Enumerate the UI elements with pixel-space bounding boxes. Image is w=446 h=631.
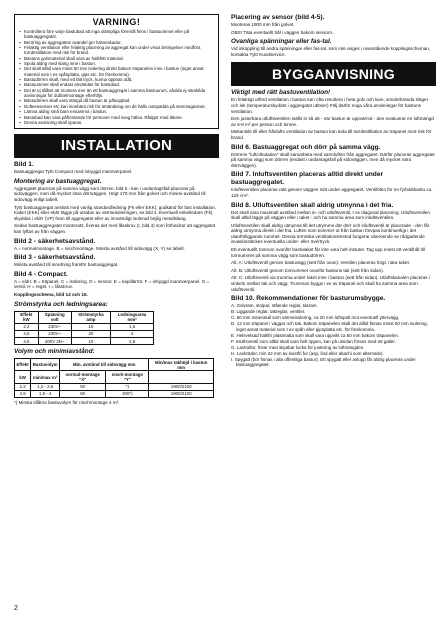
table-cell: 2,2 bbox=[15, 383, 31, 390]
bild4-heading: Bild 4 - Compact. bbox=[14, 270, 68, 278]
table-cell: 4,5 bbox=[15, 338, 39, 345]
current-table bbox=[14, 311, 154, 346]
table-cell: 10 bbox=[71, 323, 111, 330]
table-cell: 1,5 - 4 bbox=[31, 390, 60, 397]
ventilation-paragraph: Den justerbara utluftsventilen ställs in så att - när bastun är uppvärmd - den evakuerar en luftmängd av 6-8 m³ per person och timme. bbox=[231, 116, 434, 127]
table-cell: 4,5 bbox=[15, 390, 31, 397]
table-header: min/max m³ bbox=[31, 371, 60, 383]
right-column bbox=[231, 14, 436, 368]
alt-a-text: Alt. A: Utluftsventil genom bastuvägg (sett från ovan). Ventilen placeras högt, nära taket. bbox=[231, 260, 411, 266]
bild10-heading: Bild 10. Rekommendationer för basturumsbygge. bbox=[231, 295, 386, 303]
table-header: Min. avstånd till sidovägg mm bbox=[60, 359, 149, 371]
bild2-heading: Bild 2 - säkerhetsavstånd. bbox=[14, 237, 96, 245]
warning-list bbox=[19, 29, 214, 125]
table-header-row bbox=[15, 371, 214, 383]
left-column bbox=[14, 14, 219, 408]
table-header bbox=[149, 371, 214, 383]
table-cell: 2,2 bbox=[15, 323, 39, 330]
table1-title: Strömstyrka och ledningsarea: bbox=[14, 300, 108, 308]
bild8-paragraph: Det skall vara maximalt avstånd mellan in- och utluftsventil, t ex diagonal placering. Utluftsventilen skall alltid läggs på väggen eller i taket - och ha samma area som inluftsventilen. bbox=[231, 209, 430, 221]
table-cell: 230V~ bbox=[38, 330, 71, 337]
list-item: E. Helsvetsad halkfri plastmatta som skall vara uppvikt ca 50 mm bakom träpanelen. bbox=[231, 332, 400, 338]
table-header: Min/max takhöjd i bastun mm bbox=[149, 359, 214, 371]
montering-paragraph: Aggregatet placeras på samma vägg som dörren, bild 6 - kan i undantagsfall placeras på sidoväggen, men då mycket nära dörrväggen. Högt 170 mm från golvet och minimi-avstånd till sidovägg enligt tabell. bbox=[14, 185, 206, 202]
table-header-row bbox=[15, 311, 154, 323]
list-item: I. Spygatt (bör finnas i alla offentliga bastur). Ett spygatt eller avlopp får aldrig placeras under bastuaggregatet. bbox=[231, 356, 416, 368]
bild1-text: Bastuaggregat Tylö Compact med inbyggd manöverpanel. bbox=[14, 169, 133, 175]
table-cell: 1900/2100 bbox=[149, 383, 214, 390]
voltage-text: Vid inkoppling till andra spänningar eller fas-tal, som inte anges i ovanstående kopplingsscheman, kontakta Tylö Kundservice. bbox=[231, 46, 431, 57]
installation-banner: INSTALLATION bbox=[14, 134, 219, 158]
table-header: Strömstyrka amp bbox=[71, 311, 111, 323]
recommendation-list bbox=[231, 303, 436, 368]
table-header: Ledningsarea mm² bbox=[111, 311, 154, 323]
table-row bbox=[15, 383, 214, 390]
warning-item: ▪ Denna anvisning skall sparas. bbox=[19, 120, 214, 125]
table-cell: 50 bbox=[60, 390, 106, 397]
table-header: Effekt bbox=[15, 359, 31, 371]
montering-paragraph: Tylö bastuaggregat ansluts med vanlig standardledning (Fk eller EKK), godkänd för fast installation. Kabel (EKK) eller eldrr läggs på utsidan av värmeisoleringen, se bild 4. Eventuell enkelledare (Fk) skyddas i eldrr (VP) fram till aggregatet eller av innvändigt isolerad böjlig metallslang. bbox=[14, 204, 216, 221]
table-header: nisch-montage "Y" bbox=[106, 371, 149, 383]
list-item: B. Liggande reglar, takreglar, ventiler. bbox=[231, 309, 306, 315]
table-cell: 50 bbox=[60, 383, 106, 390]
bild3-text: Minsta avstånd till inredning framför bastuaggregat. bbox=[14, 262, 119, 268]
table-cell: 400V 2N~ bbox=[38, 338, 71, 345]
sensor-text: OBS! Täta eventuellt hål i väggen bakom sensorn. bbox=[231, 29, 334, 35]
warning-item: ▪ Lämna aldrig små barn ensamma i bastun. bbox=[19, 109, 214, 114]
table-header: normal-montage "X" bbox=[60, 371, 106, 383]
table-cell: 1,2 - 2,5 bbox=[31, 383, 60, 390]
table-cell: 20 bbox=[71, 330, 111, 337]
list-item: F. Inluftsventil som alltid skall vara helt öppen, kan på utsidan förses med ett galler. bbox=[231, 338, 396, 344]
warning-item: ▪ Det skall alltid vara minst 50 mm isolering direkt bakom träpanelen inne i bastun (inget annat material som t ex spånplatta, gips etc. för förekomma). bbox=[19, 66, 214, 77]
bild7-heading: Bild 7. Inluftsventilen placeras alltid direkt under bastuaggregatet. bbox=[231, 171, 384, 187]
bild6-text: Dörrens "luftcirkulation" skall samarbeta med varmluften från aggregatet. Därför placeras aggregatet på samma vägg som dörren (endast i undantagsfall på sidoväggen, men då mycket nära dörrväggen). bbox=[231, 151, 435, 168]
table-header-row bbox=[15, 359, 214, 371]
table-header: kW bbox=[15, 371, 31, 383]
bild1-heading: Bild 1. bbox=[14, 161, 34, 169]
warning-item: ▪ Kontrollera före varje bastubad att inga olämpliga föremål finns i bastuummet eller på bastuaggregatet. bbox=[19, 29, 214, 40]
bild8-paragraph: Ett eventuellt tomrum ovanför bastutaket får inte vara helt instutet. Tag upp minst ett ventilhål till tomrummet på samma vägg som bastudörren. bbox=[231, 247, 425, 258]
table-cell: 230V~ bbox=[38, 323, 71, 330]
list-item: A. Golvram, stolpar, stående reglar, takram. bbox=[231, 303, 318, 309]
table-cell: 1,5 bbox=[111, 338, 154, 345]
list-item: D. 12 mm träpanel i väggar och tak. Bakom träpanelen skall det alltid finnas minst 50 mm isolering, inget annat material som t ex spån eller gipsplatta etc. för förekomma. bbox=[231, 321, 428, 332]
bild6-heading: Bild 6. Bastuaggregat och dörr på samma vägg. bbox=[231, 143, 381, 151]
bild3-heading: Bild 3 - säkerhetsavstånd. bbox=[14, 254, 96, 262]
table-row bbox=[15, 390, 214, 397]
warning-item: ▪ Felaktig ventilation eller felaktig placering av aggregat kan under vissa betingelser medföra torrdestillation med risk för brand. bbox=[19, 45, 214, 56]
ventilation-paragraph: En felaktigt utförd ventilation i bastun kan ofta resultera i heta golv och lave, sönderbrända släger och lek (temperaturskyddet i aggregatet utlöser) Följ därför noga våra anvisningar för bastuns ventilation. bbox=[231, 97, 429, 114]
bild4-text: A = eldrr. B = träpanel. C = isolering. D = sensor. E = kapillärrör. F = inbyggd manöverpanel. G = ventil. H = regel. I = låsskruv. bbox=[14, 278, 210, 290]
table-header: Spänning volt bbox=[38, 311, 71, 323]
warning-item: ▪ Bastudörren skall vara stängd då bastun är påkopplad. bbox=[19, 98, 214, 103]
bild8-heading: Bild 8. Utluftsventilen skall aldrig utmynna i det fria. bbox=[231, 201, 394, 209]
sensor-heading: Placering av sensor (bild 4-5). bbox=[231, 14, 325, 21]
bild2-text: A = normalmontage. B = nischmontage. Minsta avstånd till sidovägg (X, Y) se tabell. bbox=[14, 245, 185, 251]
table-header: Bastuvolym bbox=[31, 359, 60, 371]
montering-heading: Montering av bastuaggregat. bbox=[14, 177, 102, 185]
table-row bbox=[15, 323, 154, 330]
warning-item: ▪ Bastuns golvmaterial skall vara av halkfritt material. bbox=[19, 56, 214, 61]
warning-item: ▪ Spola aldrig med slang inne i bastun. bbox=[19, 61, 214, 66]
alt-b-text: Alt. B: Utluftsventil genom tomrummet ovanför bastuns tak (sett från sidan). bbox=[231, 267, 384, 273]
warning-title: VARNING! bbox=[92, 17, 141, 27]
table-cell: 1900/2100 bbox=[149, 390, 214, 397]
warning-item: ▪ Bastuummet skall endast användas för bastubad. bbox=[19, 82, 214, 87]
warning-item: ▪ Bastubad kan vara påfrestande för personer med svag hälsa. Rådgör med läkare. bbox=[19, 115, 214, 120]
warning-item: ▪ Beröring av aggregatets ovandel ger brännskador. bbox=[19, 40, 214, 45]
table-cell: 1,5 bbox=[111, 323, 154, 330]
warning-item: ▪ Det är ej tillåtet att montera mer än ett bastuaggregat i samma bastuurum, såvida ej särskilda anvisningar för dubbelmontage efterföljs. bbox=[19, 88, 214, 99]
warning-item: ▪ Bastudörren skall, med ett lätt tryck, kunna öppnas utåt. bbox=[19, 77, 214, 82]
table-row bbox=[15, 338, 154, 345]
warning-box bbox=[14, 14, 219, 129]
bygganvisning-banner: BYGGANVISNING bbox=[231, 62, 436, 86]
bild7-text: Inluftsventilen placeras rakt genom väggen mitt under aggregatet. Ventilöten för en fyrbalsbastu ca. 125 cm². bbox=[231, 187, 433, 198]
bild8-paragraph: Utluftsventilen skall aldrig utmynna till det utrymme där dörr och inluftsventil är placerade - den får aldrig utmynna direkt i det fria. Luften som kommer ut från bastun förvpas kontinuerligt i det utanförliggande rummet. Denna termiska ventilationsmetod fungerar oberoende av rådgadende isvaskinsläckes eventuella under- eller övertryck. bbox=[231, 222, 430, 245]
table-cell: 200*) bbox=[106, 390, 149, 397]
table-cell: 4 bbox=[111, 330, 154, 337]
sensor-text: Monteras 1900 mm från golvet. bbox=[231, 22, 295, 27]
list-item: C. 50 mm mineralull som värmeisolering, ca 20 mm luftspalt mot eventuell yttervägg. bbox=[231, 315, 400, 321]
kopplingsschema-note: Kopplingsschema, bild 14 och 16. bbox=[14, 291, 88, 297]
page-number: 2 bbox=[14, 605, 18, 612]
table-row bbox=[15, 330, 154, 337]
montering-paragraph: Sedan bastuaggregatet monterats, fixeras det med låsskruv (I, bild 4) som förhindrar att aggregatet kan lyftas av från väggen. bbox=[14, 223, 216, 234]
voltage-heading: Ovanliga spänningar eller fas-tal. bbox=[231, 38, 332, 46]
volume-table bbox=[14, 358, 214, 398]
table-cell: *) bbox=[106, 383, 149, 390]
table-header: Effekt kW bbox=[15, 311, 39, 323]
list-item: G. Lavtrallor, friser med skjutbar lucka för justering av luftmängden. bbox=[231, 344, 365, 350]
ventilation-paragraph: Mekaniskt till eller frånlufts ventilation av bastun kan leda till torrdestillation av träpanel med risk för brand. bbox=[231, 129, 432, 140]
alt-c-text: Alt. C: Utluftsventil via trumma under taket inne i bastun (sett från sidan). Utluftskanalen placeras i vinkeln mellan tak och vägg. Trumman byggs i ex av träpanel och skall ha samma area som utluftsventil. bbox=[231, 275, 430, 292]
warning-item: ▪ Dofteessenser etc kan innebära risk för antändning om de hälls outspädda på stenmagasinet. bbox=[19, 104, 214, 109]
table2-footnote: *) Minsta tillåtna bastuvolym för nischmontage 4 m³. bbox=[14, 400, 120, 405]
table-cell: 4,5 bbox=[15, 330, 39, 337]
list-item: H. Lavbräder, min 22 mm av kvistfri fur (asp, lind eller abachi som alternativ). bbox=[231, 350, 384, 356]
table-cell: 10 bbox=[71, 338, 111, 345]
table2-title: Volym och minimiavstånd: bbox=[14, 348, 95, 356]
ventilation-heading: Viktigt med rätt bastuventilation! bbox=[231, 89, 331, 97]
